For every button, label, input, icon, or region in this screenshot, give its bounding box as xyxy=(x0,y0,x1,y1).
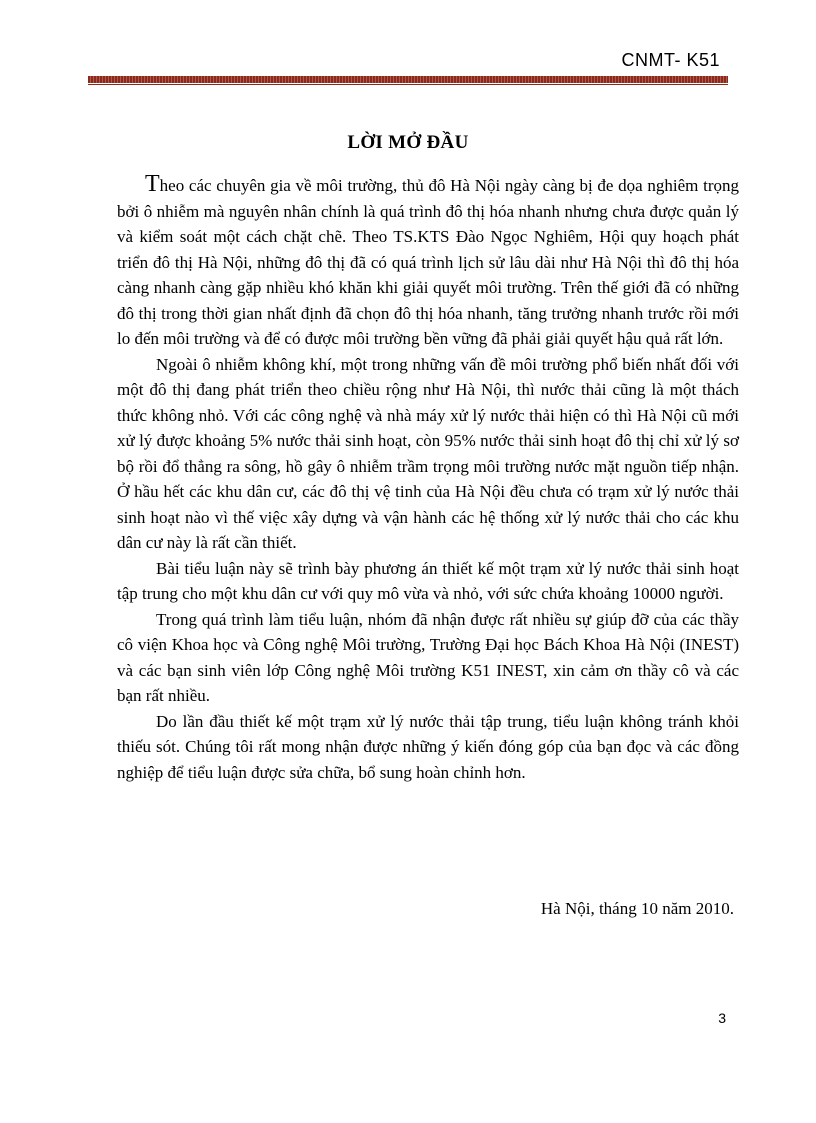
paragraph-4: Trong quá trình làm tiểu luận, nhóm đã nhận được rất nhiều sự giúp đỡ của các thầy cô viện Khoa học và Công nghệ Môi trường, Trường Đại học Bách Khoa Hà Nội (INEST) và các bạn sinh viên lớp Công nghệ Môi trường K51 INEST, xin cảm ơn thầy cô và các bạn rất nhiều. xyxy=(117,609,739,705)
drop-initial: T xyxy=(145,171,160,197)
document-body xyxy=(117,172,739,785)
page-number: 3 xyxy=(718,1010,726,1026)
paragraph-1 xyxy=(117,172,739,352)
header-divider xyxy=(88,76,728,83)
paragraph-2: Ngoài ô nhiễm không khí, một trong những vấn đề môi trường phổ biến nhất đối với một đô thị đang phát triển theo chiều rộng như Hà Nội, thì nước thải cũng là một thách thức không nhỏ. Với các công nghệ và nhà máy xử lý nước thải hiện có thì Hà Nội cũ mới xử lý được khoảng 5% nước thải sinh hoạt, còn 95% nước thải sinh hoạt đô thị chỉ xử lý sơ bộ rồi đổ thẳng ra sông, hồ gây ô nhiễm trầm trọng môi trường nước mặt nguồn tiếp nhận. Ở hầu hết các khu dân cư, các đô thị vệ tinh của Hà Nội đều chưa có trạm xử lý nước thải sinh hoạt nào vì thế việc xây dựng và vận hành các hệ thống xử lý nước thải cho các khu dân cư này là rất cần thiết. xyxy=(117,354,739,552)
paragraph-3: Bài tiểu luận này sẽ trình bày phương án thiết kế một trạm xử lý nước thải sinh hoạt tập trung cho một khu dân cư với quy mô vừa và nhỏ, với sức chứa khoảng 10000 người. xyxy=(117,558,739,603)
paragraph-1-text: heo các chuyên gia về môi trường, thủ đô Hà Nội ngày càng bị đe dọa nghiêm trọng bởi ô nhiễm mà nguyên nhân chính là quá trình đô thị hóa nhanh nhưng chưa được quản lý và kiểm soát một cách chặt chẽ. Theo TS.KTS Đào Ngọc Nghiêm, Hội quy hoạch phát triển đô thị Hà Nội, những đô thị đã có quá trình lịch sử lâu dài như Hà Nội thì đô thị hóa càng nhanh càng gặp nhiều khó khăn khi giải quyết môi trường. Trên thế giới đã có những đô thị trong thời gian nhất định đã chọn đô thị hóa nhanh, tăng trưởng nhanh trước rồi mới lo đến môi trường và để có được môi trường bền vững đã phải giải quyết hậu quả rất lớn. xyxy=(117,176,739,348)
header-course-code: CNMT- K51 xyxy=(621,50,720,70)
paragraph-5: Do lần đầu thiết kế một trạm xử lý nước thải tập trung, tiểu luận không tránh khỏi thiếu sót. Chúng tôi rất mong nhận được những ý kiến đóng góp của bạn đọc và các đồng nghiệp để tiểu luận được sửa chữa, bổ sung hoàn chỉnh hơn. xyxy=(117,711,739,782)
page-title: LỜI MỞ ĐẦU xyxy=(347,132,469,153)
header-divider-thin xyxy=(88,84,728,85)
signoff-date: Hà Nội, tháng 10 năm 2010. xyxy=(540,899,734,918)
